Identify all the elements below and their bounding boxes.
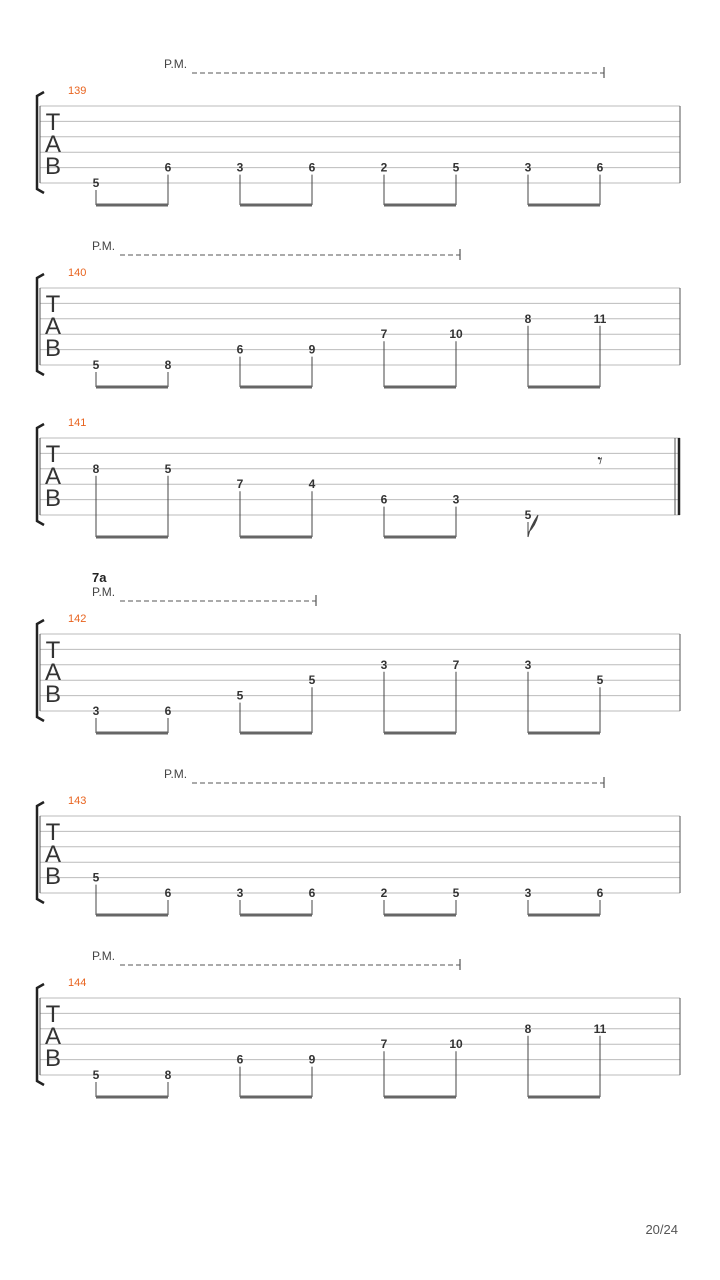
fret-number: 7 (236, 477, 244, 492)
fret-number: 8 (92, 461, 100, 476)
tab-clef-letter: A (44, 659, 62, 686)
tab-clef-letter: T (45, 291, 61, 318)
fret-number: 7 (380, 1037, 388, 1052)
fret-number: 6 (308, 886, 316, 900)
fret-number: 6 (236, 342, 244, 357)
fret-number: 6 (164, 704, 172, 718)
fret-number: 8 (164, 358, 172, 372)
fret-number: 5 (92, 1068, 100, 1082)
tab-clef-letter: A (44, 463, 62, 490)
tab-system (37, 570, 680, 733)
palm-mute-label: P.M. (164, 767, 188, 781)
tab-system (37, 57, 680, 205)
page-number: 20/24 (645, 1222, 678, 1237)
measure-number: 142 (68, 613, 87, 625)
fret-number: 2 (380, 160, 388, 175)
eighth-rest: 𝄾 (597, 448, 603, 473)
fret-number: 8 (164, 1068, 172, 1082)
fret-number: 6 (380, 492, 388, 507)
fret-number: 9 (308, 1052, 316, 1067)
tab-clef-letter: B (44, 681, 62, 708)
tab-clef-letter: B (44, 335, 62, 362)
tab-clef-letter: B (44, 863, 62, 890)
tab-clef-letter: T (45, 637, 61, 664)
fret-number: 2 (380, 886, 388, 900)
measure-number: 144 (68, 977, 87, 989)
fret-number: 5 (524, 508, 532, 522)
fret-number: 6 (236, 1052, 244, 1067)
tab-system (37, 767, 680, 915)
fret-number: 3 (524, 160, 532, 175)
fret-number: 4 (308, 477, 316, 492)
fret-number: 11 (593, 1021, 607, 1036)
fret-number: 5 (92, 176, 100, 190)
palm-mute-label: P.M. (92, 585, 116, 599)
fret-number: 3 (524, 886, 532, 900)
fret-number: 9 (308, 342, 316, 357)
tab-system (37, 417, 680, 537)
fret-number: 5 (452, 886, 460, 900)
tab-clef-letter: T (45, 441, 61, 468)
fret-number: 5 (596, 673, 604, 688)
tab-clef-letter: B (44, 1045, 62, 1072)
fret-number: 5 (308, 673, 316, 688)
tab-clef-letter: A (44, 841, 62, 868)
measure-number: 141 (68, 417, 87, 429)
section-marker: 7a (92, 570, 107, 585)
tab-clef-letter: T (45, 819, 61, 846)
fret-number: 5 (164, 461, 172, 476)
tab-clef-letter: A (44, 313, 62, 340)
palm-mute-label: P.M. (92, 949, 116, 963)
tab-clef-letter: B (44, 153, 62, 180)
tab-clef-letter: T (45, 1001, 61, 1028)
fret-number: 10 (449, 327, 463, 342)
tab-clef-letter: T (45, 109, 61, 136)
fret-number: 6 (164, 160, 172, 175)
tab-clef-letter: A (44, 131, 62, 158)
measure-number: 139 (68, 85, 87, 97)
fret-number: 7 (452, 657, 460, 672)
fret-number: 8 (524, 311, 532, 326)
fret-number: 5 (92, 870, 100, 885)
fret-number: 5 (92, 358, 100, 372)
fret-number: 3 (236, 886, 244, 900)
fret-number: 3 (524, 657, 532, 672)
palm-mute-label: P.M. (164, 57, 188, 71)
tab-clef-letter: B (44, 485, 62, 512)
tab-system (37, 239, 680, 387)
tab-clef-letter: A (44, 1023, 62, 1050)
fret-number: 8 (524, 1021, 532, 1036)
fret-number: 3 (92, 704, 100, 718)
fret-number: 6 (308, 160, 316, 175)
measure-number: 143 (68, 795, 87, 807)
fret-number: 6 (164, 886, 172, 900)
fret-number: 5 (236, 688, 244, 703)
fret-number: 11 (593, 311, 607, 326)
tab-system (37, 949, 680, 1097)
palm-mute-label: P.M. (92, 239, 116, 253)
fret-number: 7 (380, 327, 388, 342)
measure-number: 140 (68, 267, 87, 279)
fret-number: 3 (380, 657, 388, 672)
fret-number: 6 (596, 886, 604, 900)
fret-number: 6 (596, 160, 604, 175)
fret-number: 10 (449, 1037, 463, 1052)
fret-number: 5 (452, 160, 460, 175)
fret-number: 3 (452, 492, 460, 507)
fret-number: 3 (236, 160, 244, 175)
